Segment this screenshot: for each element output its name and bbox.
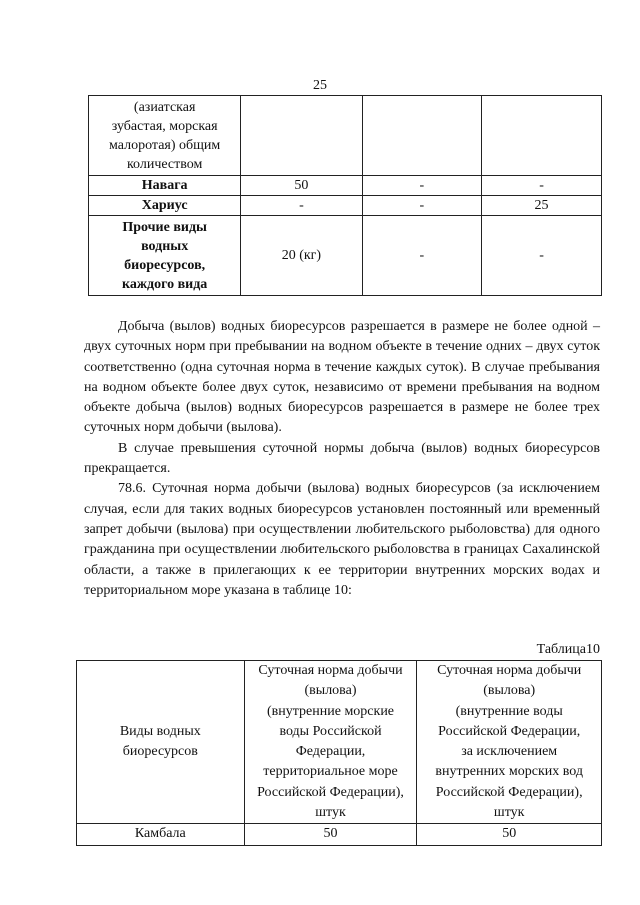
quota-cell: - <box>241 196 362 216</box>
header-line: биоресурсов <box>122 744 198 760</box>
table-row <box>77 824 602 845</box>
species-name-line: водных <box>141 238 189 254</box>
species-name-line: Прочие виды <box>122 219 207 235</box>
header-line: штук <box>493 805 525 821</box>
species-name-line: каждого вида <box>122 276 208 292</box>
species-name-line: зубастая, морская <box>111 118 218 134</box>
species-name-line: биоресурсов, <box>124 257 206 273</box>
table-row <box>89 176 602 196</box>
table-row <box>89 96 602 176</box>
quota-cell: - <box>482 216 602 296</box>
quota-cell: - <box>362 216 482 296</box>
quota-cell <box>241 96 362 176</box>
species-name-cell: Камбала <box>77 824 245 845</box>
body-text <box>84 317 600 601</box>
header-line: за исключением <box>461 744 558 760</box>
header-line: (вылова) <box>304 683 357 699</box>
quota-cell: 50 <box>244 824 417 845</box>
quota-cell: - <box>482 176 602 196</box>
table-row <box>89 196 602 216</box>
species-name-cell <box>89 176 241 196</box>
quota-cell: - <box>362 176 482 196</box>
quota-cell <box>362 96 482 176</box>
header-line: внутренних морских вод <box>435 764 584 780</box>
header-cell-sea-quota <box>244 661 417 824</box>
quota-cell: - <box>362 196 482 216</box>
quota-cell: 25 <box>482 196 602 216</box>
header-line: воды Российской <box>279 723 382 739</box>
paragraph: 78.6. Суточная норма добычи (вылова) водных биоресурсов (за исключением случая, если для таких водных биоресурсов установлен постоянный или временный запрет добычи (вылова) при осуществлении любительского рыболовства) для одного гражданина при осуществлении любительского рыболовства в границах Сахалинской области, а также в прилегающих к ее территории внутренних морских водах и территориальном море указана в таблице 10: <box>84 481 600 598</box>
page-number: 25 <box>313 78 327 93</box>
header-line: штук <box>315 805 346 821</box>
table-row <box>89 216 602 296</box>
header-line: Виды водных <box>119 723 201 739</box>
header-cell-inland-quota <box>417 661 602 824</box>
table-caption: Таблица10 <box>536 642 600 657</box>
paragraph: Добыча (вылов) водных биоресурсов разрешается в размере не более одной – двух суточных норм при пребывании на водном объекте в течение одних – двух суток соответственно (одна суточная норма в течение каждых суток). В случае пребывания на водном объекте более двух суток, независимо от времени пребывания на водном объекте добыча (вылов) водных биоресурсов разрешается в размере не более трех суточных норм добычи (вылова). <box>84 319 600 436</box>
table-header-row <box>77 661 602 824</box>
species-name-line: малоротая) общим <box>109 137 221 153</box>
daily-quota-table <box>76 660 602 846</box>
header-line: (внутренние воды <box>455 703 563 719</box>
header-line: Суточная норма добычи <box>437 663 582 678</box>
header-line: Суточная норма добычи <box>258 663 403 678</box>
header-line: Российской Федерации), <box>435 784 583 800</box>
header-line: (внутренние морские <box>266 703 395 719</box>
header-line: Федерации, <box>295 744 366 760</box>
species-name-line: количеством <box>126 156 203 172</box>
quota-cell: 20 (кг) <box>241 216 362 296</box>
species-name-cell <box>89 196 241 216</box>
paragraph: В случае превышения суточной нормы добыча (вылов) водных биоресурсов прекращается. <box>84 440 600 477</box>
header-line: (вылова) <box>483 683 536 699</box>
header-cell-species <box>77 661 245 824</box>
species-name-cell <box>89 96 241 176</box>
header-line: Российской Федерации), <box>257 784 404 800</box>
quota-cell: 50 <box>417 824 602 845</box>
quota-cell: 50 <box>241 176 362 196</box>
species-name-cell <box>89 216 241 296</box>
fish-quota-table-continued <box>88 95 602 296</box>
header-line: территориальное море <box>263 764 398 780</box>
species-name-line: (азиатская <box>133 99 196 115</box>
species-name-line: Хариус <box>141 198 188 213</box>
header-line: Российской Федерации, <box>438 723 581 739</box>
species-name-line: Навага <box>141 178 188 193</box>
quota-cell <box>482 96 602 176</box>
